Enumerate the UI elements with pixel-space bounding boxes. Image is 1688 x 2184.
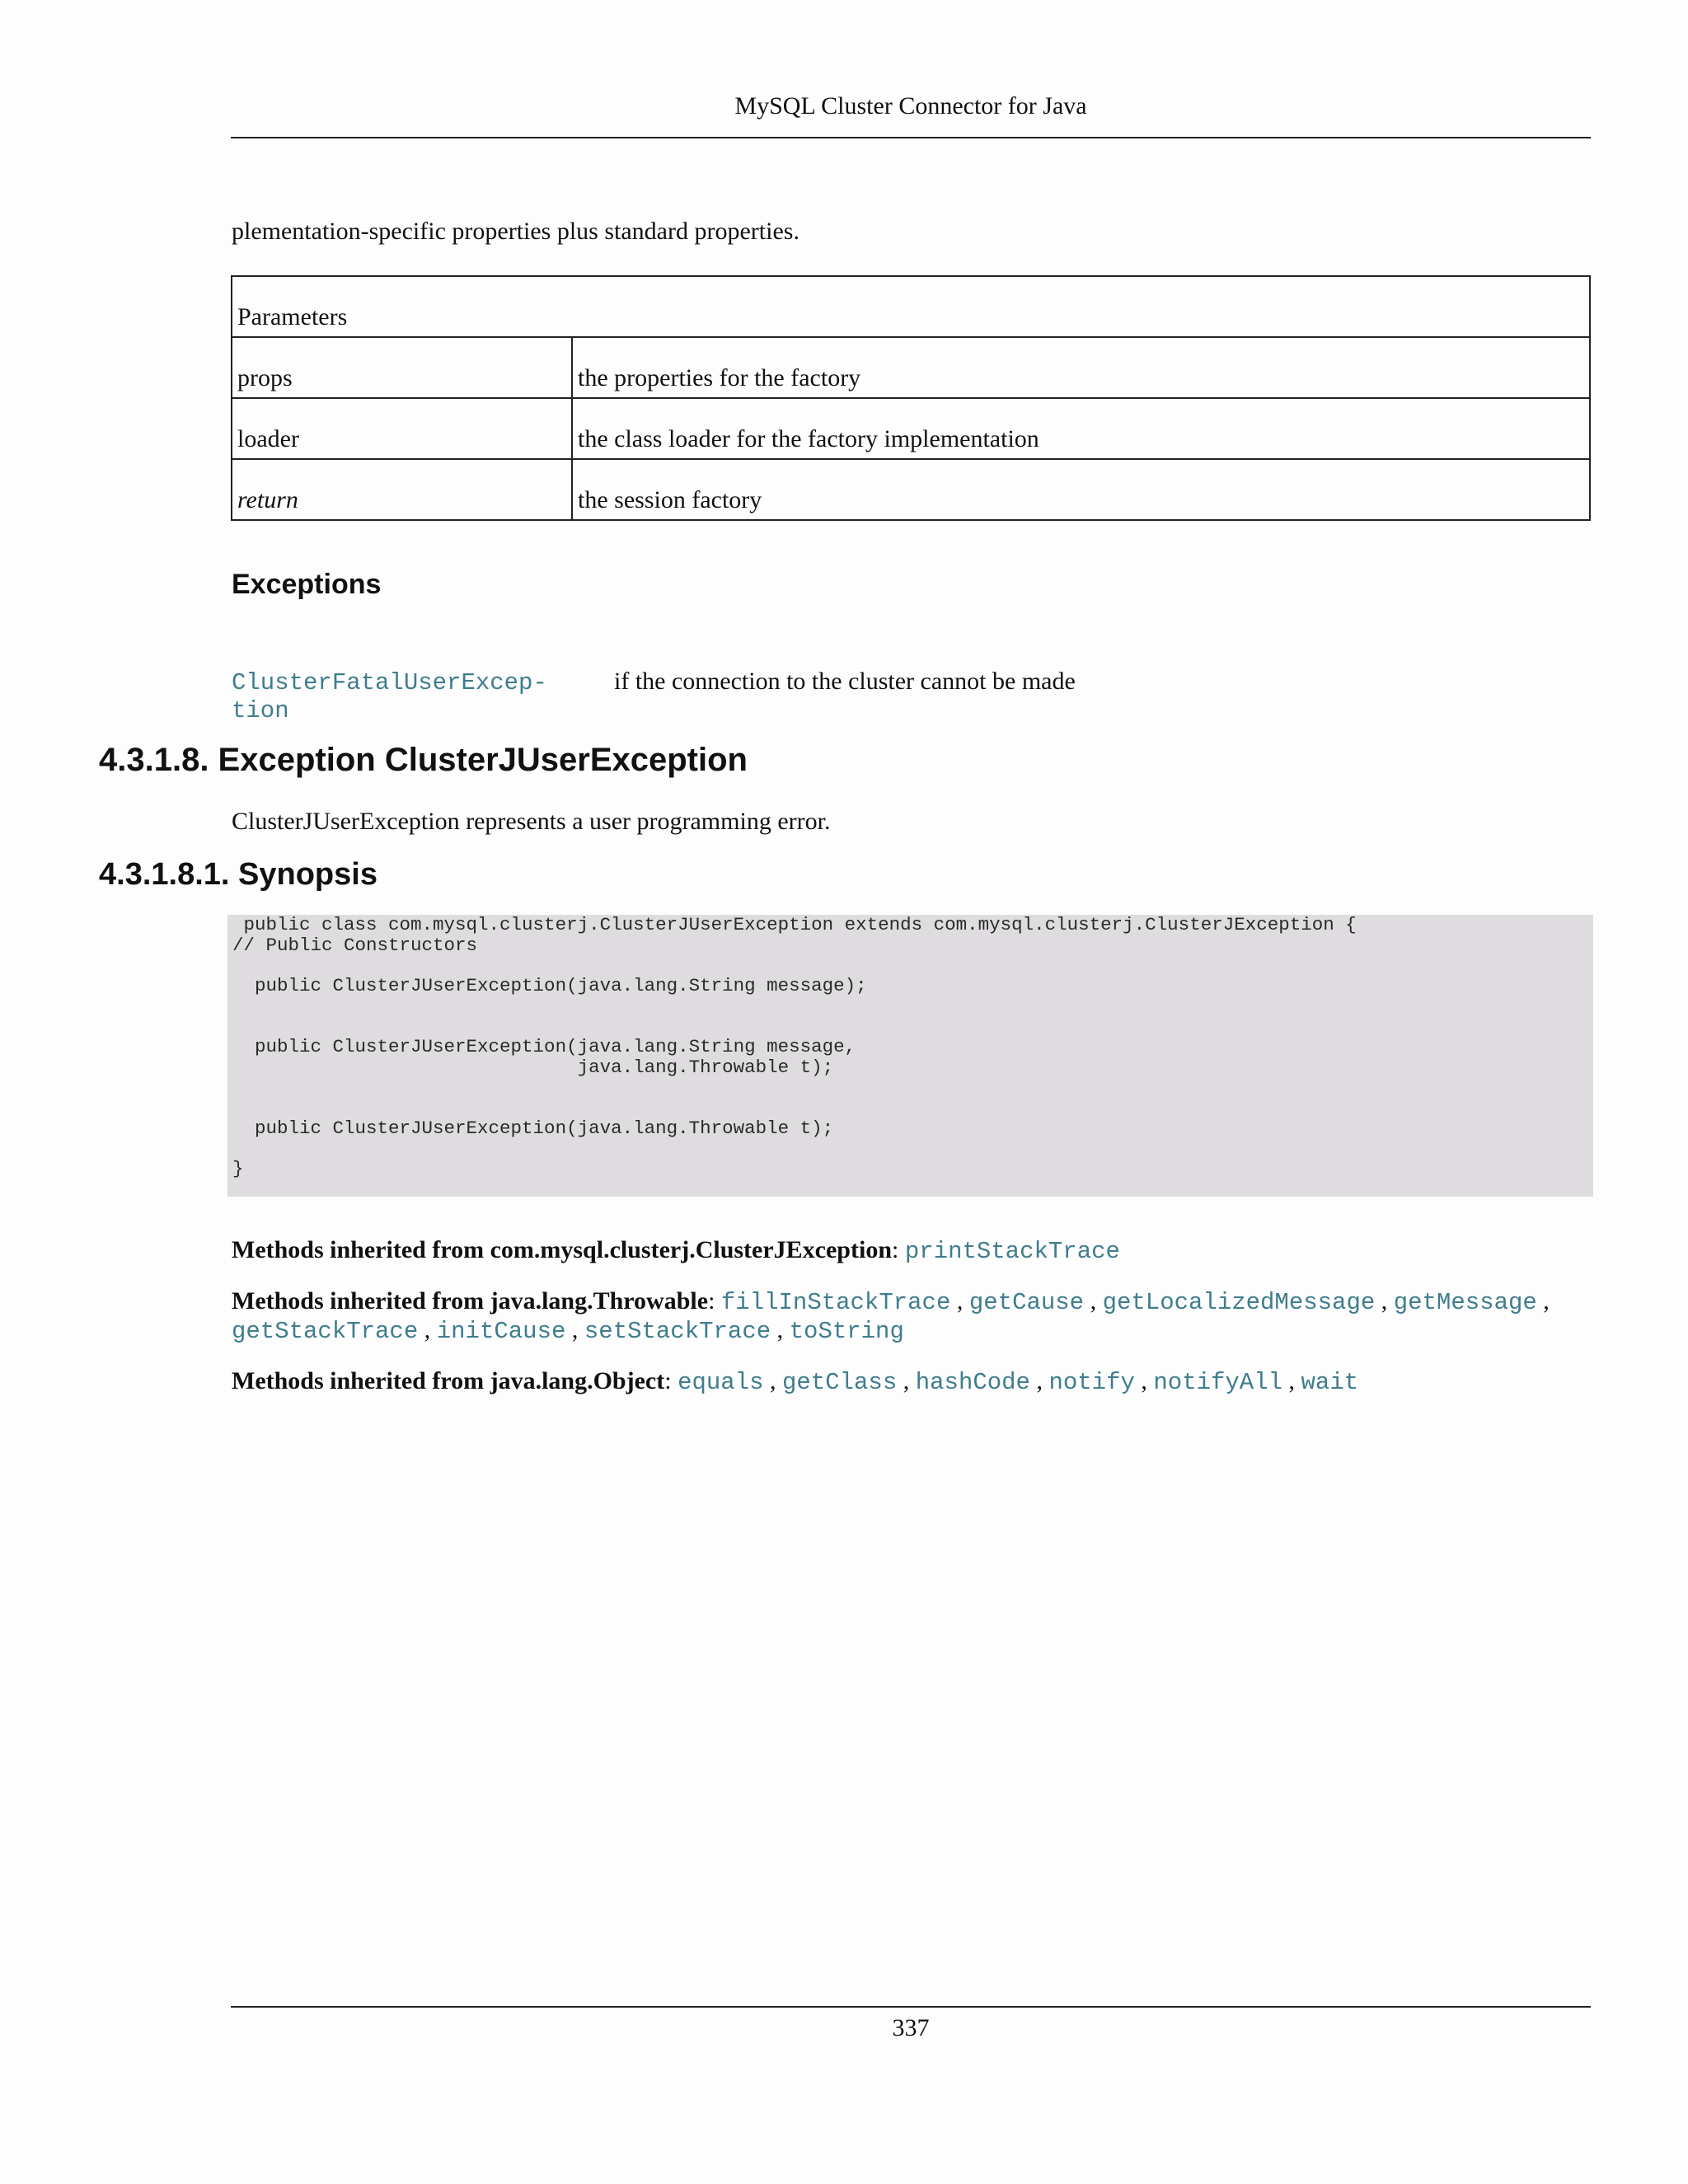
exceptions-heading: Exceptions	[232, 569, 382, 600]
inherited-methods-object: Methods inherited from java.lang.Object: equals , getClass , hashCode , notify , notifyAll , wait	[232, 1367, 1359, 1396]
method-link[interactable]: fillInStackTrace	[720, 1289, 951, 1316]
param-name: props	[232, 337, 572, 398]
method-link[interactable]: getStackTrace	[232, 1318, 419, 1345]
method-link[interactable]: wait	[1301, 1369, 1359, 1396]
header-rule	[231, 137, 1591, 138]
method-link[interactable]: hashCode	[915, 1369, 1030, 1396]
inherited-methods-clusterjexception: Methods inherited from com.mysql.clusterj.ClusterJException: printStackTrace	[232, 1236, 1120, 1265]
method-link[interactable]: printStackTrace	[904, 1238, 1120, 1265]
code-block: public class com.mysql.clusterj.ClusterJUserException extends com.mysql.clusterj.ClusterJException { // Public Constructors public ClusterJUserException(java.lang.String message); public ClusterJUserException(java.lang.String message, java.lang.Throwable t); public ClusterJUserException(java.lang.Throwable t); }	[232, 914, 1357, 1180]
exception-link[interactable]	[232, 669, 578, 725]
exception-desc: if the connection to the cluster cannot be made	[614, 668, 1076, 695]
exception-link-line2[interactable]: tion	[232, 697, 289, 724]
inherited-label: Methods inherited from java.lang.Object	[232, 1367, 665, 1394]
method-link[interactable]: toString	[789, 1318, 904, 1345]
method-link[interactable]: notifyAll	[1153, 1369, 1283, 1396]
method-link[interactable]: equals	[678, 1369, 764, 1396]
param-desc: the session factory	[572, 459, 1590, 520]
method-link[interactable]: initCause	[436, 1318, 566, 1345]
param-name: loader	[232, 398, 572, 459]
method-link[interactable]: setStackTrace	[584, 1318, 771, 1345]
running-header: MySQL Cluster Connector for Java	[734, 92, 1087, 120]
param-name: return	[232, 459, 572, 520]
parameters-heading: Parameters	[232, 276, 1590, 337]
table-row	[232, 337, 1590, 398]
parameters-heading-row	[232, 276, 1590, 337]
inherited-label: Methods inherited from java.lang.Throwable	[232, 1287, 709, 1315]
section-title: 4.3.1.8. Exception ClusterJUserException	[99, 742, 748, 778]
method-link[interactable]: getCause	[968, 1289, 1085, 1316]
exception-link-line1[interactable]: ClusterFatalUserExcep-	[232, 669, 547, 696]
param-desc: the class loader for the factory implementation	[572, 398, 1590, 459]
param-desc: the properties for the factory	[572, 337, 1590, 398]
inherited-methods-throwable: Methods inherited from java.lang.Throwable: fillInStackTrace , getCause , getLocalizedMessage , getMessage , getStackTrace , initCause , setStackTrace , toString	[232, 1287, 1550, 1345]
method-link[interactable]: getLocalizedMessage	[1102, 1289, 1376, 1316]
table-row	[232, 398, 1590, 459]
parameters-table	[231, 275, 1591, 521]
intro-fragment: plementation-specific properties plus standard properties.	[232, 218, 799, 245]
inherited-label: Methods inherited from com.mysql.clusterj.ClusterJException	[232, 1236, 893, 1263]
code-synopsis	[227, 915, 1593, 1197]
section-description: ClusterJUserException represents a user programming error.	[232, 808, 831, 835]
synopsis-title: 4.3.1.8.1. Synopsis	[99, 857, 377, 892]
table-row	[232, 459, 1590, 520]
method-link[interactable]: getClass	[782, 1369, 898, 1396]
footer-rule	[231, 2006, 1591, 2008]
method-link[interactable]: getMessage	[1393, 1289, 1537, 1316]
page-number: 337	[892, 2014, 930, 2041]
method-link[interactable]: notify	[1048, 1369, 1135, 1396]
